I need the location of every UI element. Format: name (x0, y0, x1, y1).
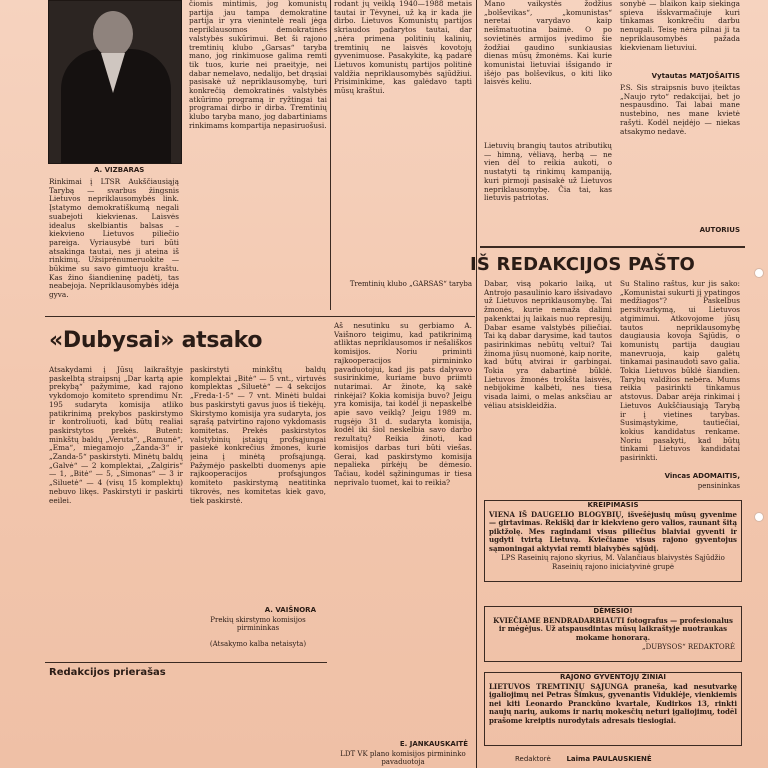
section-rule (45, 662, 327, 663)
dubysai-col1-text: Atsakydami į Jūsų laikraštyje paskelbtą straipsnį „Dar kartą apie prekybą“ pažymime, kad rajono vykdomojo komiteto sprendimu Nr. 195 sudaryta komisija atliko patikrinimą prekybos paskirstymo ir kontroliuoti, kad būtų realiai paskirstytos prekės. Butent: minkštų baldų „Veruta“, „Ramunė“, „Ema“, miegamojo „Zanda-3“ ir „Zanda-5“ paskirstyti. Minėtų baldų „Galvė“ — 2 komplektai, „Zalgiris“ — 1, „Bitė“ — 5, „Simonas“ — 3 ir „Siluetė“ — 4 (visų 15 komplektų) nebuvo likęs. Paskirstyti ir paskirti eeilei. (49, 366, 183, 505)
photo-figure-head (93, 11, 133, 57)
pastas-col1-text: Dabar, visą pokario laiką, ut Antrojo pasaulinio karo išsivadavo už Lietuvos nepriklausomybę. Tai žmonės, kurie nemaža dalimi pakenktai jų laikais nuo represijų. Dabar esame valstybės piliečiai. Tai ką dabar darysime, kad tautos pasirinkimas nebūtų veltui? Tai žinoma jūsų nuomonė, kaip norite, kad būtų atvirai ir garbingai. Tokia yra dabartinė būklė. Lietuvos žmonės trokšta laisvės, nebijokime kalbėti, nes tiesa visada laimi, o melas anksčiau ar vėliau atsiskleidžia. (484, 280, 612, 410)
punch-hole (754, 512, 764, 522)
prierasas-headline: Redakcijos prierašas (49, 667, 166, 678)
editor-label: Redaktorė (515, 755, 551, 763)
matjosaitis-signature: Vytautas MATJOŠAITIS (651, 72, 740, 80)
section-rule (45, 316, 475, 317)
kreipimasis-box (484, 500, 742, 582)
vaisnora-signature: A. VAIŠNORA (264, 606, 316, 614)
article-col3-text: rodant jų veiklą 1940—1988 metais tautai ir Tėvynei, už ką ir kada jie dirbo. Lietuvos Komunistų partijos skriaudos padarytos tautai, dar „nėra primena politinių kalinių, tremtinių ne laisvės kovotojų gyvenimuose. Pasakykite, ką padarė Lietuvos komunistų partijos politinė valdžia nepriklausomybės sąjūdžiui. Prisiminkime, kas galėdavo tapti mūsų kraštui. (334, 0, 472, 96)
demesio-signature: „DUBYSOS“ REDAKTORĖ (642, 643, 735, 651)
article-col5-text: sonybė — blaikon kaip siekinga spieva išskvarmačiuje kuri tinkamas konkrečiu darbu nenugali. Teisę nėra pilnai ji ta nepriklausomybės pažada kiekvienam lietuviui. (620, 0, 740, 52)
tremtiniai-text: LIETUVOS TREMTINIŲ SĄJUNGA praneša, kad nesutvarkę įgaliojimų nei Petras Šimkus, gyvenantis Viduklėje, vienkiemis nei kiti Leonardo Pranckūno kvartale, Kudirkos 13, rinkti naujų narių, aukoms ir narių mokesčių neturi įgaliojimų, todėl prašome kreiptis nurodytais adresais tiesiogiai. (489, 681, 737, 725)
kreipimasis-text: VIENA IŠ DAUGELIO BLOGYBIŲ, išvešėjusių mūsų gyvenime — girtavimas. Rekiškį dar ir kiekvieno gero valios, raunant šitą piktžolę. Mes ragindami visus piliečius blaiviai gyventi ir ugdyti tvirtą Lietuvą. Kviečiame visus rajono gyventojus sąmoningai aktyviai remti blaivybės sąjūdį. (489, 509, 737, 553)
portrait-photo (48, 0, 182, 164)
jankauskaite-role: LDT VK plano komisijos pirmininko pavaduotoja (340, 750, 466, 766)
garsas-signature: Tremtinių klubo „GARSAS“ taryba (349, 280, 472, 288)
jankauskaite-signature: E. JANKAUSKAITĖ (399, 740, 468, 748)
kreipimasis-title: KREIPIMASIS (587, 501, 639, 509)
vaisnora-role: Prekių skirstymo komisijos pirmininkas (210, 616, 306, 632)
punch-hole (754, 268, 764, 278)
article-col4-text: Mano vaikystės žodžius „bolševikas“, „komunistas“ neretai varydavo kaip neišmatuotina baimė. O po sovietinės armijos įvedimo šie žodžiai gaudino sunkiausias dienas mūsų žmonėms. Kai kurie komunistai lietuviai išsigando ir išėjo pas bolševikus, o kiti liko laisvės keliu. (484, 0, 612, 87)
vaisnora-note: (Atsakymo kalba netaisyta) (209, 640, 307, 648)
pastas-headline: IŠ REDAKCIJOS PAŠTO (470, 254, 696, 275)
ps-text: P.S. Sis straipsnis buvo įteiktas „Naujo ryto“ redakcijai, bet jo nespausdino. Tai labai mane nustebino, nes mane kvietė rašyti. Kodėl neįdėjo — niekas atsakymo nedavė. (620, 84, 740, 136)
adomaitis-role: pensininkas (697, 482, 740, 490)
section-rule (480, 246, 745, 248)
article-col4-text2: Lietuvių brangių tautos atributikų — himną, vėliavą, herbą — ne vien dėl to reikia aukoti, o nustatyti tą rinkimų kampaniją, kuri pirmoji pasisakė už Lietuvos nepriklausomybę. Čia tai, kas lietuvis patriotas. (484, 142, 612, 203)
column-rule (330, 0, 331, 310)
column-rule (476, 0, 477, 768)
tremtiniai-title: RAJONO GYVENTOJŲ ŽINIAI (560, 673, 666, 681)
article-col2-text: čiomis mintimis, jog komunistų partija jau tampa demokratine partija ir yra vienintelė reali jėga nepriklausomos demokratinės valstybės sukūrimui. Bet ši rajono tremtinių klubo „Garsas“ taryba mano, jog rinkimuose galima remti tik tuos, kurie nei praeityje, nei dabar nemelavo, nedalijo, bet drąsiai pasisakė už nepriklausomybę, turi konkrečią demokratinės valstybės atkūrimo programą ir ryžtingai tai programai dirbo ir dirba. Tremtinių klubo taryba mano, jog dabartiniams rinkimams kompartija nepasiruošusi. (189, 0, 327, 130)
autorius-signature: AUTORIUS (699, 226, 740, 234)
demesio-text: KVIEČIAME BENDRADARBIAUTI fotografus — profesionalus ir mėgėjus. Už atspausdintas mūsų laikraštyje nuotraukas mokame honorarą. (493, 615, 733, 642)
dubysai-headline: «Dubysai» atsako (49, 328, 263, 353)
editor-name: Laima PAULAUSKIENĖ (566, 755, 652, 763)
photo-caption: A. VIZBARAS (94, 166, 145, 174)
demesio-box (484, 606, 742, 662)
editor-footer (515, 755, 652, 763)
jankauskaite-text: Aš nesutinku su gerbiamo A. Vaišnoro teigimu, kad patikrinimą atliktas nepriklausomos ir nešališkos komisijos. Noriu priminti rajkooperacijos pirmininko pavaduotojui, kad jis pats dalyvavo susirinkime, kuriame buvo priimti nutarimai. Ar žinote, ką sakė rinkėjai? Kokia komisija buvo? Jeigu yra komisija, tai kodėl ji nepaskelbė apie savo veiklą? Jeigu 1989 m. rugsėjo 31 d. sudaryta komisija, kodėl iki šiol neskelbia savo darbo rezultatų? Reikia žinoti, kad komisijos darbas turi būti viešas. Gerai, kad paskirstymo komisija nepalieka pirkėjų be dėmesio. Tačiau, kodėl sąžiningumas ir tiesa neprivalo tuomet, kai to reikia? (334, 322, 472, 487)
dubysai-col2-text: paskirstyti minkštų baldų komplektai „Bitė“ — 5 vnt., virtuvės komplektas „Siluetė“ — 4 sekcijos „Freda-1-5“ — 7 vnt. Minėti buldai bus paskirstyti gavus juos iš tiekėjų. Skirstymo komisija yra sudaryta, jos sąrašą patvirtino rajono vykdomasis komitetas. Prekės paskirstytos valstybinių įstaigų profsąjungai pasiekė konkrečius žmones, kurie jeina į minėtą profsąjungą. Pažymėjo paskelbti duomenys apie rajkooperacijos profsąjungos komiteto paskirstymą neatitinka tikrovės, nes komitetas kiek gavo, tiek paskirstė. (190, 366, 326, 505)
tremtiniai-box (484, 672, 742, 746)
demesio-title: DĖMESIO! (593, 607, 633, 615)
adomaitis-signature: Vincas ADOMAITIS, (664, 472, 740, 480)
kreipimasis-signature: LPS Raseinių rajono skyrius, M. Valančiaus blaivystės Sąjūdžio Raseinių rajono iniciatyvinė grupė (501, 554, 725, 571)
pastas-col2-text: Su Stalino raštus, kur jis sako: „Komunistai sukurti jį ypatingos medžiagos“? Paskelbus persitvarkymą, ui Lietuvos atgimimui. Atkovojome jūsų tautos nepriklausomybę daugiausia kovoja Sąjūdis, o komunistų partija daugiau manevruoja, kaip galėtų tinkamai pasinaudoti savo galia. Tokia Lietuvos būklė šiandien. Tarybų valdžios nebėra. Mums reikia pasirinkti tinkamus atstovus. Dabar arėja rinkimai į Lietuvos Aukščiausiąją Tarybą ir į vietines tarybas. Susimąstykime, tautiečiai, kokius kandidatus renkame. Noriu pasakyti, kad būtų tinkami Lietuvos kandidatai pasirinkti. (620, 280, 740, 463)
article-intro-text: Rinkimai į LTSR Aukščiausiąją Tarybą — svarbus žingsnis Lietuvos nepriklausomybės link. Įstatymo demokratiškumą negali suabejoti kiekvienas. Laisvės idealus skelbiantis balsas – kiekvieno Lietuvos piliečio pareiga. Vyriausybė turi būti atsakinga tautai, nes ji ateina iš rinkimų. Užsiprėnumeruokite — būkime su savo gimtuoju kraštu. Kas žino šiandieninę padėtį, tas neabejoja. Nepriklausomybės idėja gyva. (49, 178, 179, 300)
